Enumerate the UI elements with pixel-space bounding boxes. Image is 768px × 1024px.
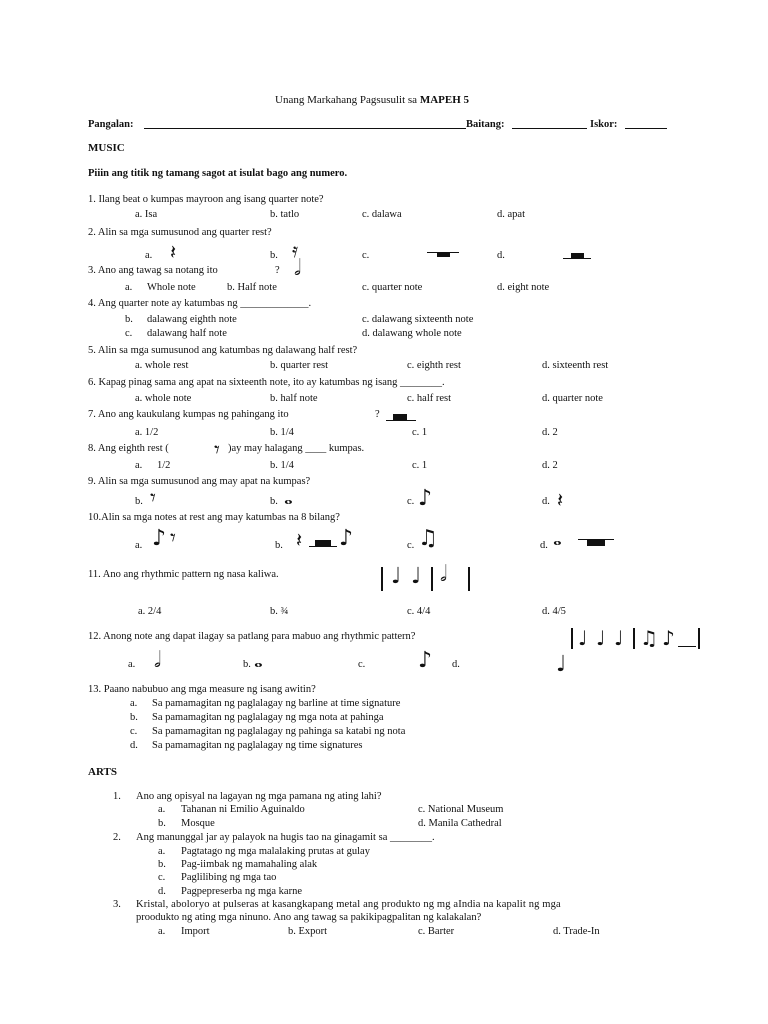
arts-q1-option-b[interactable]: Mosque <box>181 818 215 829</box>
quarter-note-icon: ♩ <box>614 626 624 650</box>
q5-option-a[interactable]: a. whole rest <box>135 360 189 371</box>
quarter-note-icon: ♩ <box>391 564 402 589</box>
question-5: 5. Alin sa mga sumusunod ang katumbas ng dalawang half rest? <box>88 345 358 356</box>
q4-option-b-letter: c. <box>125 328 133 339</box>
question-13: 13. Paano nabubuo ang mga measure ng isang awitin? <box>88 684 316 695</box>
q8-option-a-letter: a. <box>135 460 143 471</box>
arts-question-1: Ano ang opisyal na lagayan ng mga pamana ng ating lahi? <box>136 791 382 802</box>
whole-note-icon: 𝅝 <box>254 648 263 673</box>
q7-qmark: ? <box>375 409 380 420</box>
q3-option-d[interactable]: d. eight note <box>497 282 550 293</box>
arts-q3-option-b[interactable]: b. Export <box>288 926 328 937</box>
barline <box>381 567 383 591</box>
arts-q2-option-c[interactable]: Paglilibing ng mga tao <box>181 872 277 883</box>
question-8-start: 8. Ang eighth rest ( <box>88 443 169 454</box>
q4-option-d[interactable]: d. dalawang whole note <box>362 328 462 339</box>
question-10: 10.Alin sa mga notes at rest ang may katumbas na 8 bilang? <box>88 512 340 523</box>
q13-option-d[interactable]: Sa pamamagitan ng paglalagay ng time signatures <box>152 740 363 751</box>
q4-option-a[interactable]: dalawang eighth note <box>147 314 237 325</box>
q7-option-a[interactable]: a. 1/2 <box>135 427 159 438</box>
q8-option-b[interactable]: b. 1/4 <box>270 460 294 471</box>
barline <box>698 628 700 649</box>
q9-option-d[interactable]: d. <box>542 496 550 507</box>
q3-option-a[interactable]: Whole note <box>147 282 196 293</box>
arts-q2-option-a-letter: a. <box>158 846 166 857</box>
q4-option-b[interactable]: dalawang half note <box>147 328 227 339</box>
q5-option-b[interactable]: b. quarter rest <box>270 360 329 371</box>
quarter-rest-icon: 𝄽 <box>557 488 564 512</box>
q13-option-b[interactable]: Sa pamamagitan ng paglalagay ng mga nota at pahinga <box>152 712 384 723</box>
q6-option-a[interactable]: a. whole note <box>135 393 192 404</box>
q13-option-a[interactable]: Sa pamamagitan ng paglalagay ng barline at time signature <box>152 698 401 709</box>
q2-option-c[interactable]: c. <box>362 250 370 261</box>
question-4: 4. Ang quarter note ay katumbas ng _____________. <box>88 298 312 309</box>
barline <box>571 628 573 649</box>
q8-option-d[interactable]: d. 2 <box>542 460 558 471</box>
grade-label: Baitang: <box>466 119 505 130</box>
q2-option-d[interactable]: d. <box>497 250 505 261</box>
arts-q3-number: 3. <box>113 899 121 910</box>
q13-option-a-letter: a. <box>130 698 138 709</box>
score-blank[interactable] <box>625 128 667 129</box>
arts-question-2: Ang manunggal jar ay palayok na hugis tao na ginagamit sa ________. <box>136 832 435 843</box>
q11-option-d[interactable]: d. 4/5 <box>542 606 566 617</box>
barline <box>431 567 433 591</box>
quarter-rest-icon: 𝄽 <box>170 240 177 264</box>
arts-q2-option-b[interactable]: Pag-iimbak ng mamahaling alak <box>181 859 318 870</box>
arts-q2-option-a[interactable]: Pagtatago ng mga malalaking prutas at gulay <box>181 846 370 857</box>
eighth-note-icon: ♪ <box>339 526 354 551</box>
q2-option-b[interactable]: b. <box>270 250 278 261</box>
q12-option-a[interactable]: a. <box>128 659 136 670</box>
whole-note-icon: 𝅝 <box>553 526 562 551</box>
q12-option-d[interactable]: d. <box>452 659 460 670</box>
question-2: 2. Alin sa mga sumusunod ang quarter rest? <box>88 227 272 238</box>
question-9: 9. Alin sa mga sumusunod ang may apat na kumpas? <box>88 476 311 487</box>
arts-q2-option-d[interactable]: Pagpepreserba ng mga karne <box>181 886 302 897</box>
score-line <box>590 119 617 131</box>
arts-q2-number: 2. <box>113 832 121 843</box>
q7-option-c[interactable]: c. 1 <box>412 427 428 438</box>
eighth-note-icon: ♪ <box>152 526 167 551</box>
q7-option-b[interactable]: b. 1/4 <box>270 427 294 438</box>
name-blank[interactable] <box>144 128 466 129</box>
q11-option-b[interactable]: b. ¾ <box>270 606 289 617</box>
eighth-note-icon: ♪ <box>418 486 433 511</box>
q10-option-b[interactable]: b. <box>275 540 283 551</box>
q3-option-c[interactable]: c. quarter note <box>362 282 423 293</box>
quarter-note-icon: ♩ <box>556 652 567 677</box>
q9-option-c[interactable]: c. <box>407 496 415 507</box>
q12-option-b[interactable]: b. <box>243 659 251 670</box>
beamed-eighth-notes-icon: ♫ <box>418 526 438 551</box>
grade-blank[interactable] <box>512 128 587 129</box>
q1-option-c[interactable]: c. dalawa <box>362 209 402 220</box>
half-note-icon: 𝅗𝅥 <box>294 256 301 281</box>
q3-option-a-letter: a. <box>125 282 133 293</box>
question-12: 12. Anong note ang dapat ilagay sa patlang para mabuo ang rhythmic pattern? <box>88 631 416 642</box>
q10-option-d[interactable]: d. <box>540 540 548 551</box>
q1-option-d[interactable]: d. apat <box>497 209 525 220</box>
arts-q1-option-d[interactable]: d. Manila Cathedral <box>418 818 502 829</box>
q3-option-b[interactable]: b. Half note <box>227 282 277 293</box>
arts-q2-option-b-letter: b. <box>158 859 166 870</box>
beamed-eighth-notes-icon: ♫ <box>640 626 658 650</box>
eighth-note-icon: ♪ <box>662 626 675 650</box>
arts-q1-option-c[interactable]: c. National Museum <box>418 804 504 815</box>
q6-option-c[interactable]: c. half rest <box>407 393 452 404</box>
q10-option-a[interactable]: a. <box>135 540 143 551</box>
question-3: 3. Ano ang tawag sa notang ito <box>88 265 218 276</box>
question-6: 6. Kapag pinag sama ang apat na sixteenth note, ito ay katumbas ng isang ________. <box>88 377 445 388</box>
q13-option-d-letter: d. <box>130 740 138 751</box>
arts-q3-option-a[interactable]: Import <box>181 926 210 937</box>
q8-option-c[interactable]: c. 1 <box>412 460 428 471</box>
question-7: 7. Ano ang kaukulang kumpas ng pahingang ito <box>88 409 289 420</box>
arts-q1-option-a-letter: a. <box>158 804 166 815</box>
q1-option-b[interactable]: b. tatlo <box>270 209 300 220</box>
half-note-icon: 𝅗𝅥 <box>440 562 447 587</box>
whole-note-icon: 𝅝 <box>284 485 293 510</box>
half-note-icon: 𝅗𝅥 <box>154 648 161 673</box>
arts-q2-option-c-letter: c. <box>158 872 166 883</box>
answer-blank[interactable] <box>678 646 696 647</box>
quarter-note-icon: ♩ <box>411 564 422 589</box>
arts-heading: ARTS <box>88 766 117 778</box>
q8-option-a[interactable]: 1/2 <box>157 460 171 471</box>
eighth-rest-icon: 𝄾 <box>214 438 220 463</box>
q13-option-c-letter: c. <box>130 726 138 737</box>
q13-option-c[interactable]: Sa pamamagitan ng paglalagay ng pahinga sa katabi ng nota <box>152 726 406 737</box>
arts-q3-option-a-letter: a. <box>158 926 166 937</box>
q11-option-c[interactable]: c. 4/4 <box>407 606 431 617</box>
arts-q2-option-d-letter: d. <box>158 886 166 897</box>
eighth-rest-icon: 𝄾 <box>170 526 176 551</box>
quarter-note-icon: ♩ <box>578 626 588 650</box>
q5-option-d[interactable]: d. sixteenth rest <box>542 360 609 371</box>
arts-q3-option-d[interactable]: d. Trade-In <box>553 926 600 937</box>
question-8-end: )ay may halagang ____ kumpas. <box>228 443 365 454</box>
q5-option-c[interactable]: c. eighth rest <box>407 360 461 371</box>
sixteenth-rest-icon: 𝄿 <box>292 238 299 262</box>
q6-option-d[interactable]: d. quarter note <box>542 393 603 404</box>
arts-q1-number: 1. <box>113 791 121 802</box>
page-title <box>275 94 469 106</box>
quarter-rest-icon: 𝄽 <box>296 528 303 552</box>
q1-option-a[interactable]: a. Isa <box>135 209 158 220</box>
name-label: Pangalan: <box>88 119 134 130</box>
score-label: Iskor: <box>590 119 618 130</box>
music-heading: MUSIC <box>88 142 125 154</box>
q12-option-c[interactable]: c. <box>358 659 366 670</box>
q9-option-b[interactable]: b. <box>270 496 278 507</box>
q2-option-a[interactable]: a. <box>145 250 153 261</box>
name-line <box>88 119 134 131</box>
q10-option-c[interactable]: c. <box>407 540 415 551</box>
arts-question-3-line2: proodukto ng ating mga ninuno. Ano ang tawag sa pakikipagpalitan ng kalakalan? <box>136 912 482 923</box>
music-instruction: Piiin ang titik ng tamang sagot at isulat bago ang numero. <box>88 168 348 179</box>
q13-option-b-letter: b. <box>130 712 138 723</box>
arts-q3-option-c[interactable]: c. Barter <box>418 926 455 937</box>
q3-qmark: ? <box>275 265 280 276</box>
q9-option-a[interactable]: b. <box>135 496 143 507</box>
arts-q1-option-a[interactable]: Tahanan ni Emilio Aguinaldo <box>181 804 305 815</box>
question-1: 1. Ilang beat o kumpas mayroon ang isang quarter note? <box>88 194 324 205</box>
arts-question-3-line1: Kristal, aboloryo at pulseras at kasangkapang metal ang produkto ng mg aIndia na kapalit ng mga <box>136 899 561 910</box>
title-prefix: Unang Markahang Pagsusulit sa <box>275 94 418 106</box>
q4-option-a-letter: b. <box>125 314 133 325</box>
q6-option-b[interactable]: b. half note <box>270 393 318 404</box>
title-subject: MAPEH 5 <box>419 94 470 106</box>
barline <box>468 567 470 591</box>
q11-option-a[interactable]: a. 2/4 <box>138 606 162 617</box>
eighth-rest-icon: 𝄾 <box>150 486 156 511</box>
q7-option-d[interactable]: d. 2 <box>542 427 558 438</box>
eighth-note-icon: ♪ <box>418 648 433 673</box>
arts-q1-option-b-letter: b. <box>158 818 166 829</box>
barline <box>633 628 635 649</box>
question-11: 11. Ano ang rhythmic pattern ng nasa kaliwa. <box>88 569 279 580</box>
grade-line <box>466 119 505 131</box>
q4-option-c[interactable]: c. dalawang sixteenth note <box>362 314 474 325</box>
quarter-note-icon: ♩ <box>596 626 606 650</box>
